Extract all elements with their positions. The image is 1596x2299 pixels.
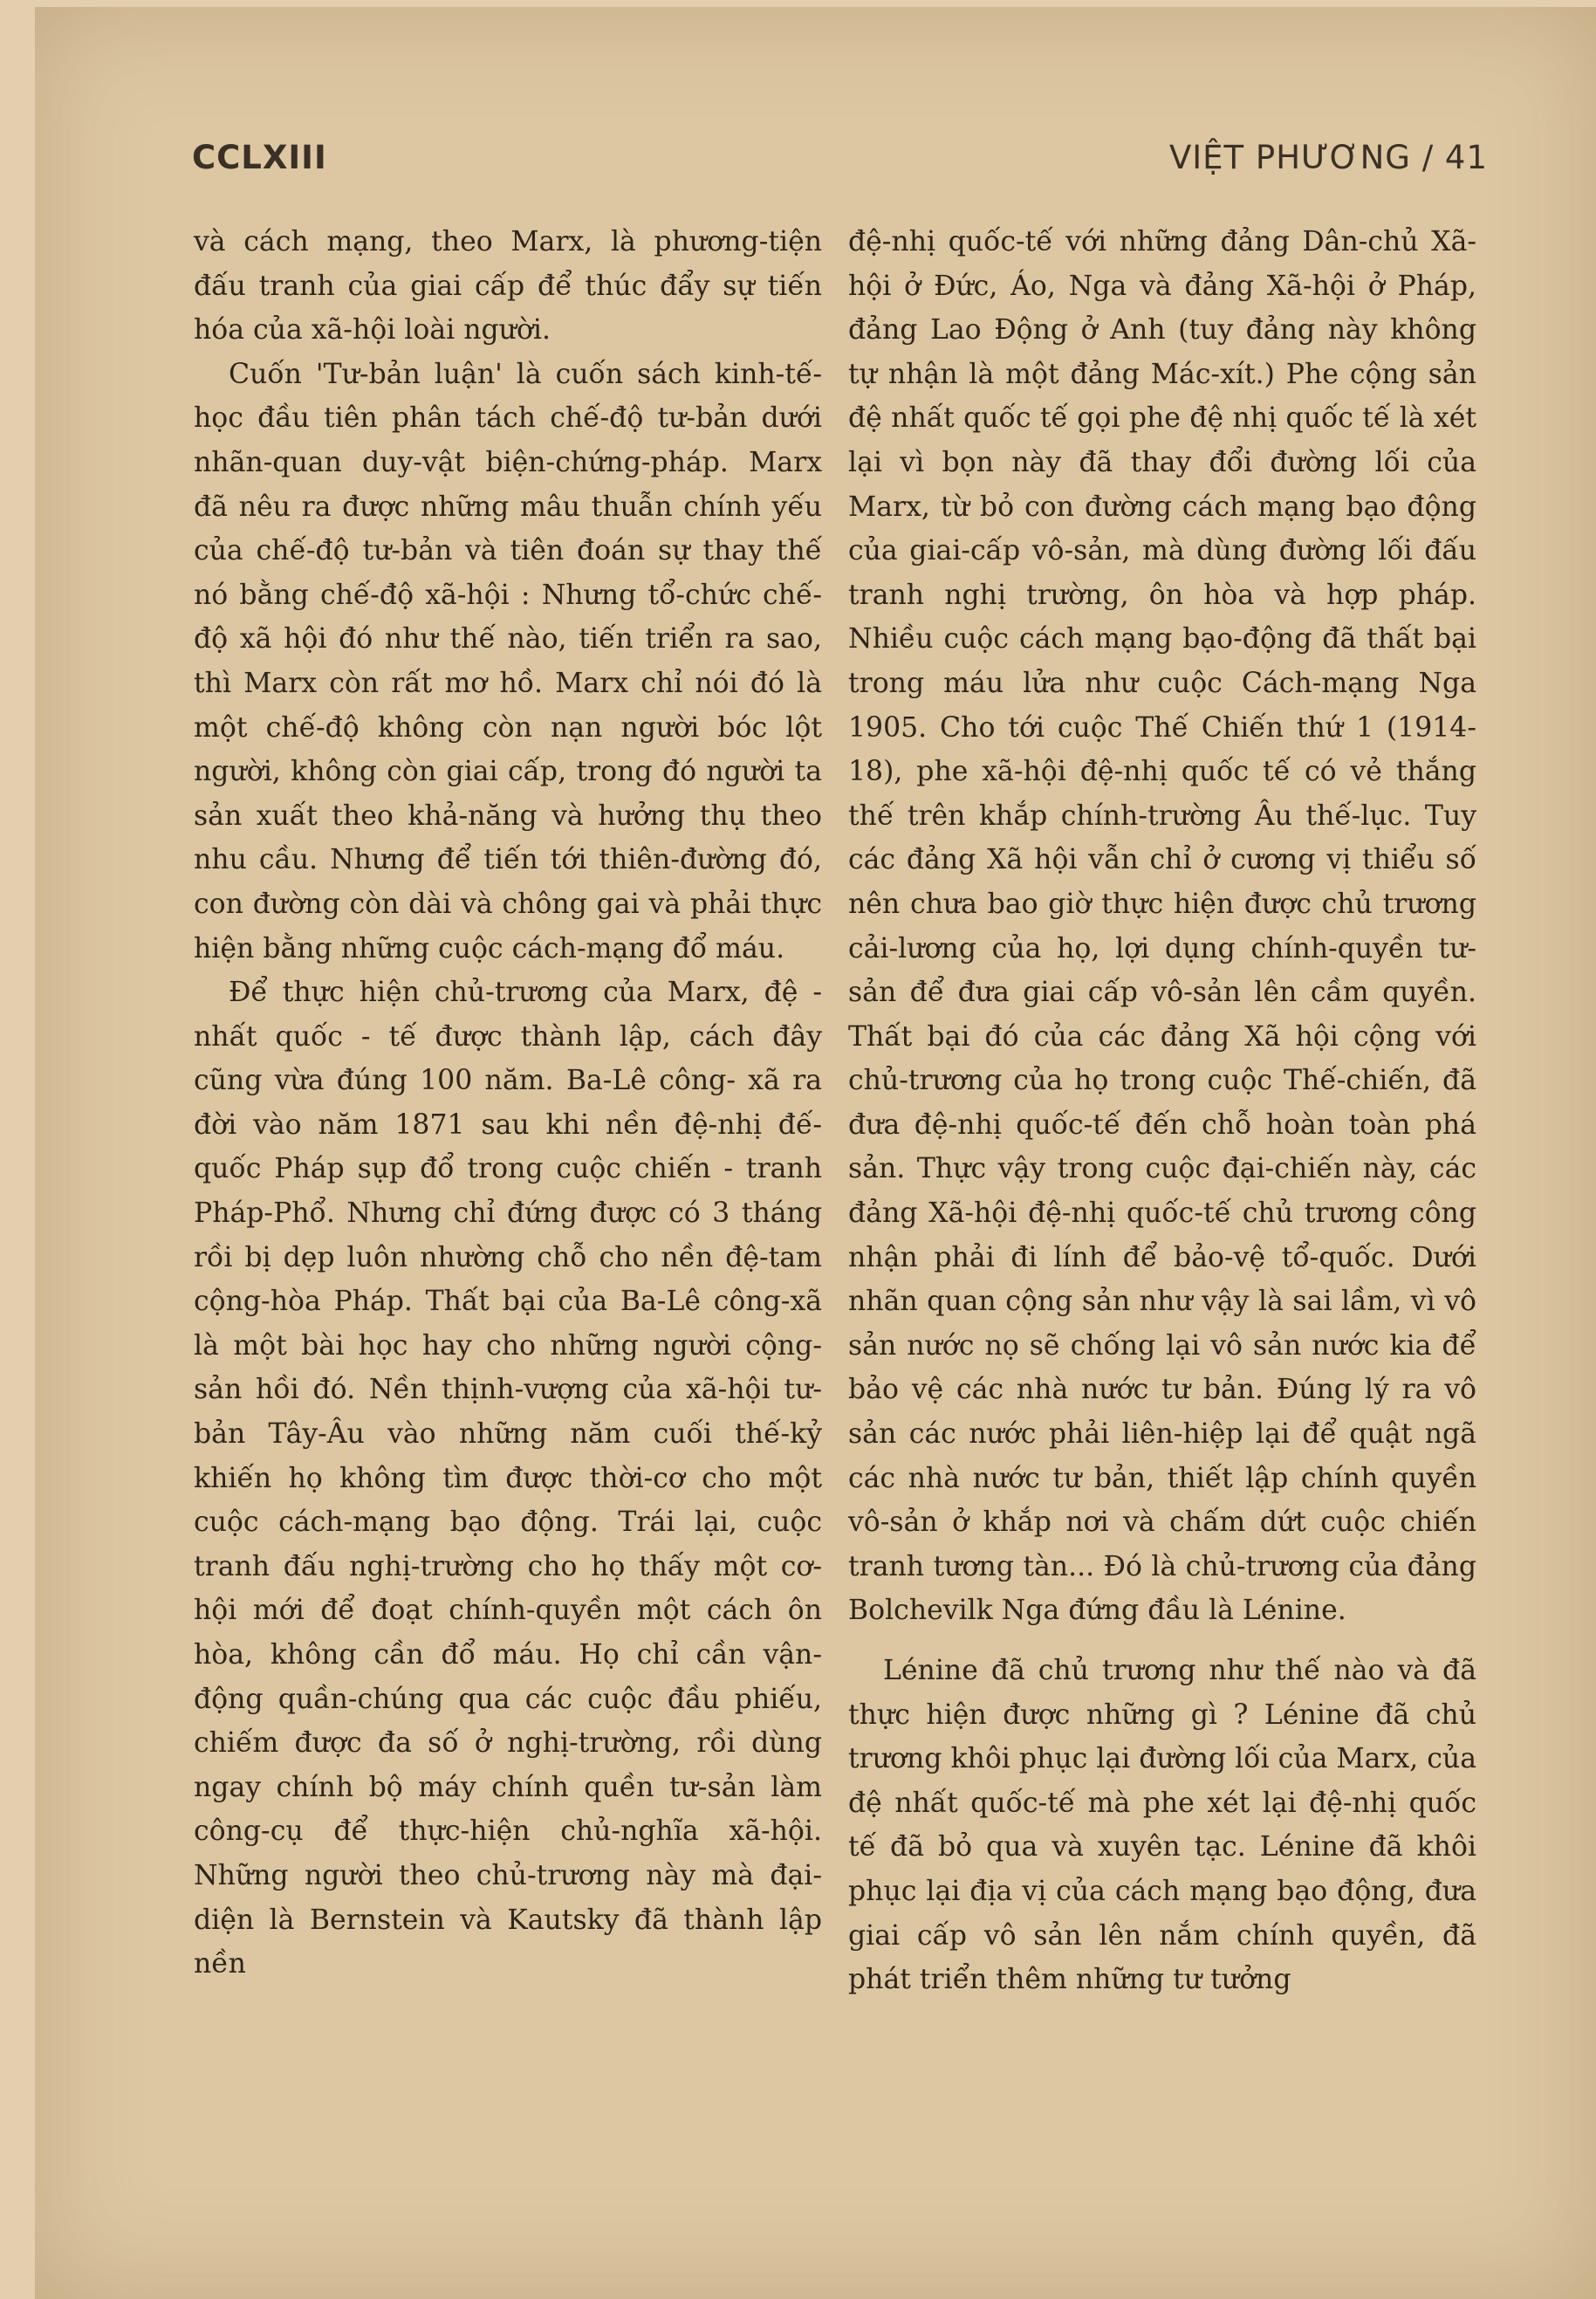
paragraph: đệ-nhị quốc-tế với những đảng Dân-chủ Xã-hội ở Đức, Áo, Nga và đảng Xã-hội ở Pháp, đảng Lao Động ở Anh (tuy đảng này không tự nhận là một đảng Mác-xít.) Phe cộng sản đệ nhất quốc tế gọi phe đệ nhị quốc tế là xét lại vì bọn này đã thay đổi đường lối của Marx, từ bỏ con đường cách mạng bạo động của giai-cấp vô-sản, mà dùng đường lối đấu tranh nghị trường, ôn hòa và hợp pháp. Nhiều cuộc cách mạng bạo-động đã thất bại trong máu lửa như cuộc Cách-mạng Nga 1905. Cho tới cuộc Thế Chiến thứ 1 (1914-18), phe xã-hội đệ-nhị quốc tế có vẻ thắng thế trên khắp chính-trường Âu thế-lục. Tuy các đảng Xã hội vẫn chỉ ở cương vị thiểu số nên chưa bao giờ thực hiện được chủ trương cải-lương của họ, lợi dụng chính-quyền tư-sản để đưa giai cấp vô-sản lên cầm quyền. Thất bại đó của các đảng Xã hội cộng với chủ-trương của họ trong cuộc Thế-chiến, đã đưa đệ-nhị quốc-tế đến chỗ hoàn toàn phá sản. Thực vậy trong cuộc đại-chiến này, các đảng Xã-hội đệ-nhị quốc-tế chủ trương công nhận phải đi lính để bảo-vệ tổ-quốc. Dưới nhãn quan cộng sản như vậy là sai lầm, vì vô sản nước nọ sẽ chống lại vô sản nước kia để bảo vệ các nhà nước tư bản. Đúng lý ra vô sản các nước phải liên-hiệp lại để quật ngã các nhà nước tư bản, thiết lập chính quyền vô-sản ở khắp nơi và chấm dứt cuộc chiến tranh tương tàn... Đó là chủ-trương của đảng Bolchevilk Nga đứng đầu là Lénine. — [848, 226, 1476, 1627]
paragraph: Để thực hiện chủ-trương của Marx, đệ - nhất quốc - tế được thành lập, cách đây cũng vừa đúng 100 năm. Ba-Lê công- xã ra đời vào năm 1871 sau khi nền đệ-nhị đế-quốc Pháp sụp đổ trong cuộc chiến - tranh Pháp-Phổ. Nhưng chỉ đứng được có 3 tháng rồi bị dẹp luôn nhường chỗ cho nền đệ-tam cộng-hòa Pháp. Thất bại của Ba-Lê công-xã là một bài học hay cho những người cộng-sản hồi đó. Nền thịnh-vượng của xã-hội tư-bản Tây-Âu vào những năm cuối thế-kỷ khiến họ không tìm được thời-cơ cho một cuộc cách-mạng bạo động. Trái lại, cuộc tranh đấu nghị-trường cho họ thấy một cơ-hội mới để đoạt chính-quyền một cách ôn hòa, không cần đổ máu. Họ chỉ cần vận-động quần-chúng qua các cuộc đầu phiếu, chiếm được đa số ở nghị-trường, rồi dùng ngay chính bộ máy chính quền tư-sản làm công-cụ để thực-hiện chủ-nghĩa xã-hội. Những người theo chủ-trương này mà đại-diện là Bernstein và Kautsky đã thành lập nền — [194, 977, 822, 1980]
page-header — [192, 131, 1488, 183]
right-column — [848, 220, 1476, 2002]
page-roman-numeral: CCLXIII — [192, 138, 327, 176]
running-title: VIỆT PHƯƠNG / 41 — [1168, 138, 1488, 176]
paragraph: Lénine đã chủ trương như thế nào và đã thực hiện được những gì ? Lénine đã chủ trương khôi phục lại đường lối của Marx, của đệ nhất quốc-tế mà phe xét lại đệ-nhị quốc tế đã bỏ qua và xuyên tạc. Lénine đã khôi phục lại địa vị của cách mạng bạo động, đưa giai cấp vô sản lên nắm chính quyền, đã phát triển thêm những tư tưởng — [848, 1655, 1476, 1996]
left-column — [194, 220, 822, 1987]
paragraph: Cuốn 'Tư-bản luận' là cuốn sách kinh-tế-học đầu tiên phân tách chế-độ tư-bản dưới nhãn-quan duy-vật biện-chứng-pháp. Marx đã nêu ra được những mâu thuẫn chính yếu của chế-độ tư-bản và tiên đoán sự thay thế nó bằng chế-độ xã-hội : Nhưng tổ-chức chế-độ xã hội đó như thế nào, tiến triển ra sao, thì Marx còn rất mơ hồ. Marx chỉ nói đó là một chế-độ không còn nạn người bóc lột người, không còn giai cấp, trong đó người ta sản xuất theo khả-năng và hưởng thụ theo nhu cầu. Nhưng để tiến tới thiên-đường đó, con đường còn dài và chông gai và phải thực hiện bằng những cuộc cách-mạng đổ máu. — [194, 358, 822, 964]
paragraph: và cách mạng, theo Marx, là phương-tiện đấu tranh của giai cấp để thúc đẩy sự tiến hóa của xã-hội loài người. — [194, 226, 822, 347]
